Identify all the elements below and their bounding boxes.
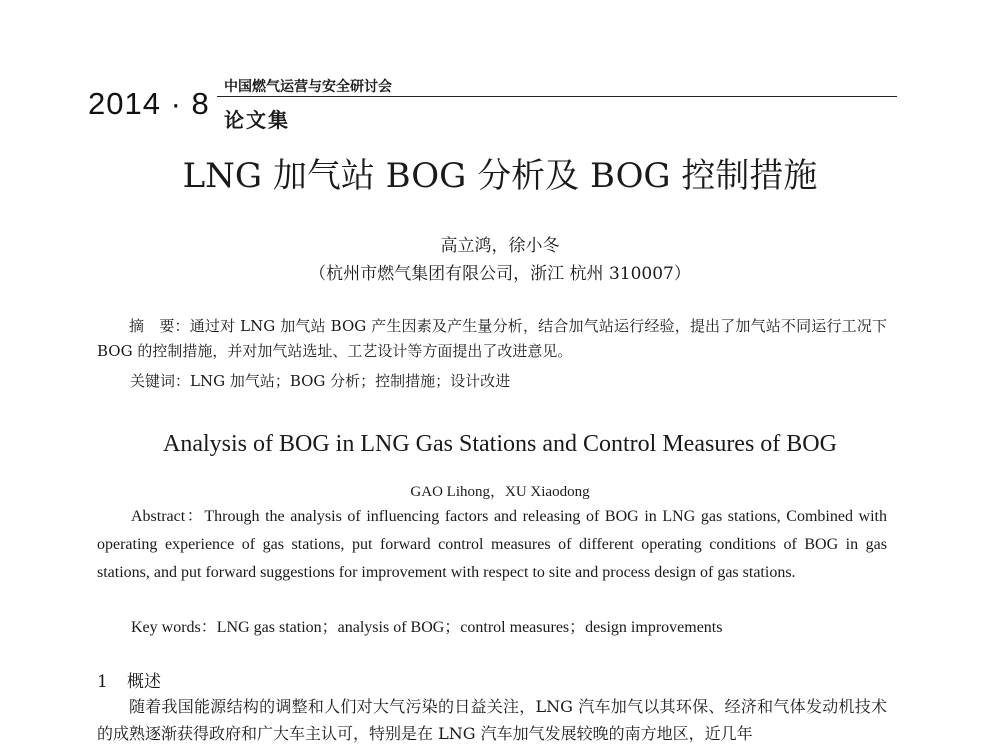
paper-title-en: Analysis of BOG in LNG Gas Stations and Control Measures of BOG [163,431,837,457]
issue-date: 2014 · 8 [88,86,210,121]
authors-cn: 高立鸿，徐小冬 [440,236,560,256]
abstract-cn [97,314,887,364]
section-heading [97,667,161,692]
authors-en: GAO Lihong，XU Xiaodong [410,484,590,500]
affiliation-cn: （杭州市燃气集团有限公司，浙江 杭州 310007） [309,264,691,284]
abstract-en-text: Abstract：Through the analysis of influencing factors and releasing of BOG in LNG gas stations, Combined with operating experience of gas stations, put forward control measures of different operating conditions of BOG in gas stations, and put forward suggestions for improvement with respect to site and process design of gas stations. [97,508,887,581]
header-divider [217,96,897,97]
abstract-cn-text: 摘 要：通过对 LNG 加气站 BOG 产生因素及产生量分析，结合加气站运行经验，提出了加气站不同运行工况下 BOG 的控制措施，并对加气站选址、工艺设计等方面提出了改进意见。 [97,317,887,360]
section-number: 1 [97,672,108,692]
paper-title-cn: LNG 加气站 BOG 分析及 BOG 控制措施 [182,156,818,196]
section-body [97,693,887,747]
body-paragraph: 随着我国能源结构的调整和人们对大气污染的日益关注，LNG 汽车加气以其环保、经济和气体发动机技术的成熟逐渐获得政府和广大车主认可，特别是在 LNG 汽车加气发展较晚的南方地区，近几年 [97,697,887,743]
proceedings-label: 论文集 [224,108,290,132]
abstract-en [97,503,887,587]
section-title: 概述 [127,672,161,692]
keywords-cn: 关键词：LNG 加气站；BOG 分析；控制措施；设计改进 [130,372,511,390]
keywords-en: Key words：LNG gas station；analysis of BOG；control measures；design improvements [131,619,723,636]
conference-name: 中国燃气运营与安全研讨会 [224,79,392,95]
